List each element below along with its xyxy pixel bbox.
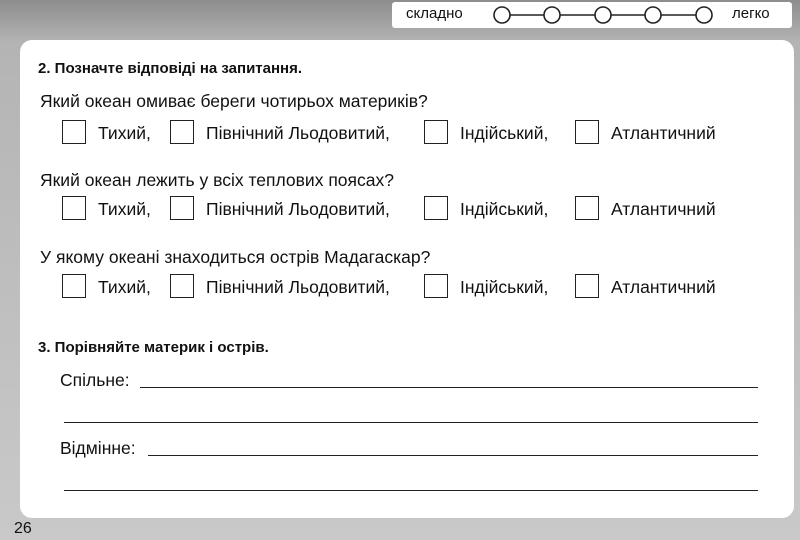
checkbox[interactable] [62, 196, 86, 220]
option-label: Атлантичний [611, 199, 716, 219]
question-3-text: У якому океані знаходиться острів Мадагаскар? [40, 247, 431, 267]
common-label: Спільне: [60, 370, 130, 390]
checkbox[interactable] [62, 274, 86, 298]
option-label: Атлантичний [611, 277, 716, 297]
checkbox[interactable] [424, 196, 448, 220]
checkbox[interactable] [170, 274, 194, 298]
difficulty-easy-label: легко [732, 5, 770, 22]
difficulty-level-3[interactable] [595, 7, 611, 23]
question-2-text: Який океан лежить у всіх теплових поясах? [40, 170, 394, 190]
different-answer-line-2[interactable] [64, 490, 758, 491]
checkbox[interactable] [575, 274, 599, 298]
option-label: Північний Льодовитий, [206, 123, 390, 143]
task2-title: 2. Позначте відповіді на запитання. [38, 60, 303, 77]
option-label: Індійський, [460, 199, 549, 219]
checkbox[interactable] [62, 120, 86, 144]
checkbox[interactable] [170, 196, 194, 220]
difficulty-hard-label: складно [406, 5, 463, 22]
option-label: Тихий, [98, 277, 151, 297]
question-1-text: Який океан омиває береги чотирьох материків? [40, 91, 428, 111]
checkbox[interactable] [575, 196, 599, 220]
difficulty-level-1[interactable] [494, 7, 510, 23]
option-label: Атлантичний [611, 123, 716, 143]
option-label: Індійський, [460, 123, 549, 143]
checkbox[interactable] [575, 120, 599, 144]
option-label: Північний Льодовитий, [206, 199, 390, 219]
checkbox[interactable] [424, 120, 448, 144]
option-label: Індійський, [460, 277, 549, 297]
common-answer-line-1[interactable] [140, 387, 758, 388]
different-answer-line-1[interactable] [148, 455, 758, 456]
page-number: 26 [14, 520, 32, 537]
checkbox[interactable] [170, 120, 194, 144]
difficulty-level-5[interactable] [696, 7, 712, 23]
different-label: Відмінне: [60, 438, 136, 458]
common-answer-line-2[interactable] [64, 422, 758, 423]
option-label: Тихий, [98, 123, 151, 143]
checkbox[interactable] [424, 274, 448, 298]
option-label: Північний Льодовитий, [206, 277, 390, 297]
difficulty-level-track [492, 4, 718, 26]
option-label: Тихий, [98, 199, 151, 219]
difficulty-scale [392, 2, 792, 28]
difficulty-level-4[interactable] [645, 7, 661, 23]
task3-title: 3. Порівняйте материк і острів. [38, 339, 269, 356]
difficulty-level-2[interactable] [544, 7, 560, 23]
